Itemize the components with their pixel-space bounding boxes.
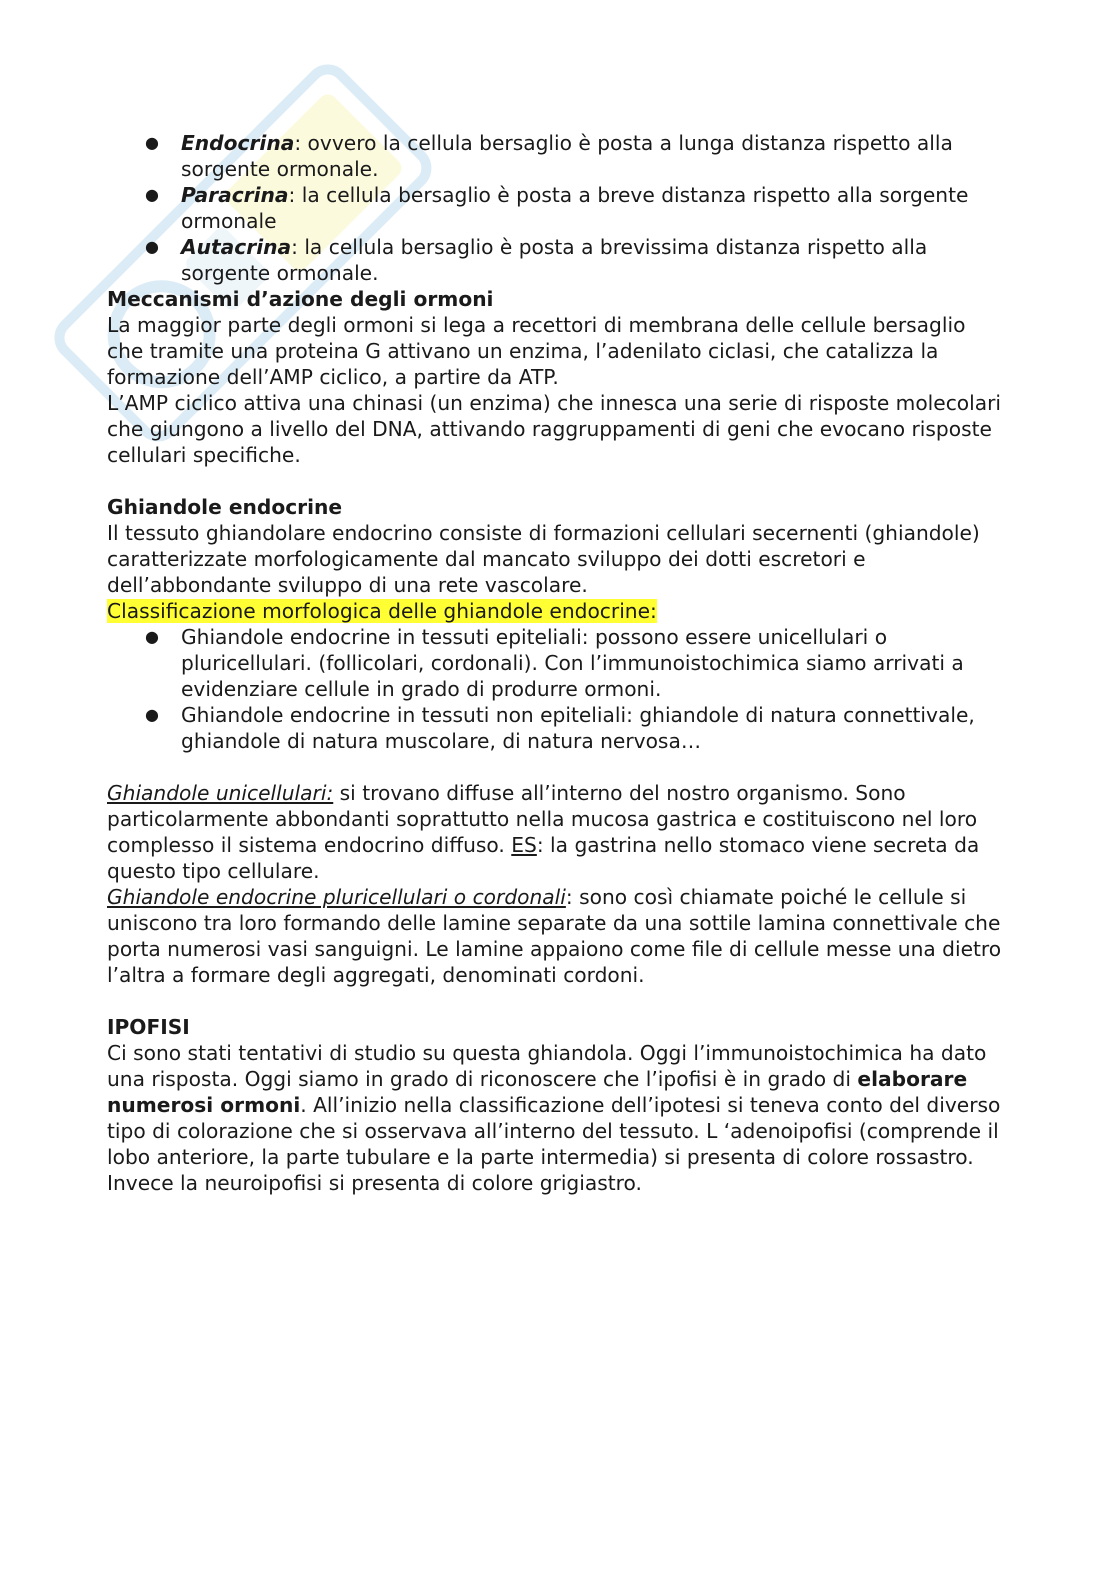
list-item: ● Ghiandole endocrine in tessuti epiteliali: possono essere unicellulari o pluricellulari. (follicolari, cordonali). Con l’immunoistochimica siamo arrivati a evidenziare cellule in grado di produrre ormoni. bbox=[145, 625, 964, 701]
list-item: ● Autacrina: la cellula bersaglio è posta a brevissima distanza rispetto alla sorgente ormonale. bbox=[145, 235, 928, 285]
list-item: ● Paracrina: la cellula bersaglio è posta a breve distanza rispetto alla sorgente ormonale bbox=[145, 183, 969, 233]
section-heading-ghiandole: Ghiandole endocrine bbox=[107, 495, 343, 519]
list-item: ● Ghiandole endocrine in tessuti non epiteliali: ghiandole di natura connettivale, ghiandole di natura muscolare, di natura nervosa… bbox=[145, 703, 975, 753]
bullet-icon: ● bbox=[145, 705, 159, 724]
paragraph-unicellulari: Ghiandole unicellulari: si trovano diffuse all’interno del nostro organismo. Sono particolarmente abbondanti soprattutto nella mucosa gastrica e costituiscono nel loro complesso il sistema endocrino diffuso. ES: la gastrina nello stomaco viene secreta da questo tipo cellulare. bbox=[107, 781, 980, 883]
highlighted-subheading: Classificazione morfologica delle ghiandole endocrine: bbox=[107, 599, 657, 623]
paragraph: Il tessuto ghiandolare endocrino consiste di formazioni cellulari secernenti (ghiandole) caratterizzate morfologicamente dal mancato sviluppo dei dotti escretori e dell’abbondante sviluppo di una rete vascolare. bbox=[107, 521, 980, 597]
bullet-icon: ● bbox=[145, 133, 159, 152]
paragraph-ipofisi: Ci sono stati tentativi di studio su questa ghiandola. Oggi l’immunoistochimica ha dato una risposta. Oggi siamo in grado di riconoscere che l’ipofisi è in grado di elaborare numerosi ormoni. All’inizio nella classificazione dell’ipotesi si teneva conto del diverso tipo di colorazione che si osservava all’interno del tessuto. L ‘adenoipofisi (comprende il lobo anteriore, la parte tubulare e la parte intermedia) si presenta di colore rossastro. Invece la neuroipofisi si presenta di colore grigiastro. bbox=[107, 1041, 1001, 1195]
paragraph: L’AMP ciclico attiva una chinasi (un enzima) che innesca una serie di risposte molecolari che giungono a livello del DNA, attivando raggruppamenti di geni che evocano risposte cellulari specifiche. bbox=[107, 391, 1002, 467]
secretion-type-list bbox=[107, 130, 1007, 286]
document-page bbox=[107, 130, 1007, 1196]
section-heading-ipofisi: IPOFISI bbox=[107, 1015, 190, 1039]
paragraph-pluricellulari: Ghiandole endocrine pluricellulari o cordonali: sono così chiamate poiché le cellule si uniscono tra loro formando delle lamine separate da una sottile lamina connettivale che porta numerosi vasi sanguigni. Le lamine appaiono come file di cellule messe una dietro l’altra a formare degli aggregati, denominati cordoni. bbox=[107, 885, 1002, 987]
section-heading-meccanismi: Meccanismi d’azione degli ormoni bbox=[107, 287, 494, 311]
list-item: ● Endocrina: ovvero la cellula bersaglio è posta a lunga distanza rispetto alla sorgente ormonale. bbox=[145, 131, 953, 181]
classification-list bbox=[107, 624, 1007, 754]
paragraph: La maggior parte degli ormoni si lega a recettori di membrana delle cellule bersaglio che tramite una proteina G attivano un enzima, l’adenilato ciclasi, che catalizza la formazione dell’AMP ciclico, a partire da ATP. bbox=[107, 313, 966, 389]
bullet-icon: ● bbox=[145, 185, 159, 204]
bullet-icon: ● bbox=[145, 627, 159, 646]
bullet-icon: ● bbox=[145, 237, 159, 256]
